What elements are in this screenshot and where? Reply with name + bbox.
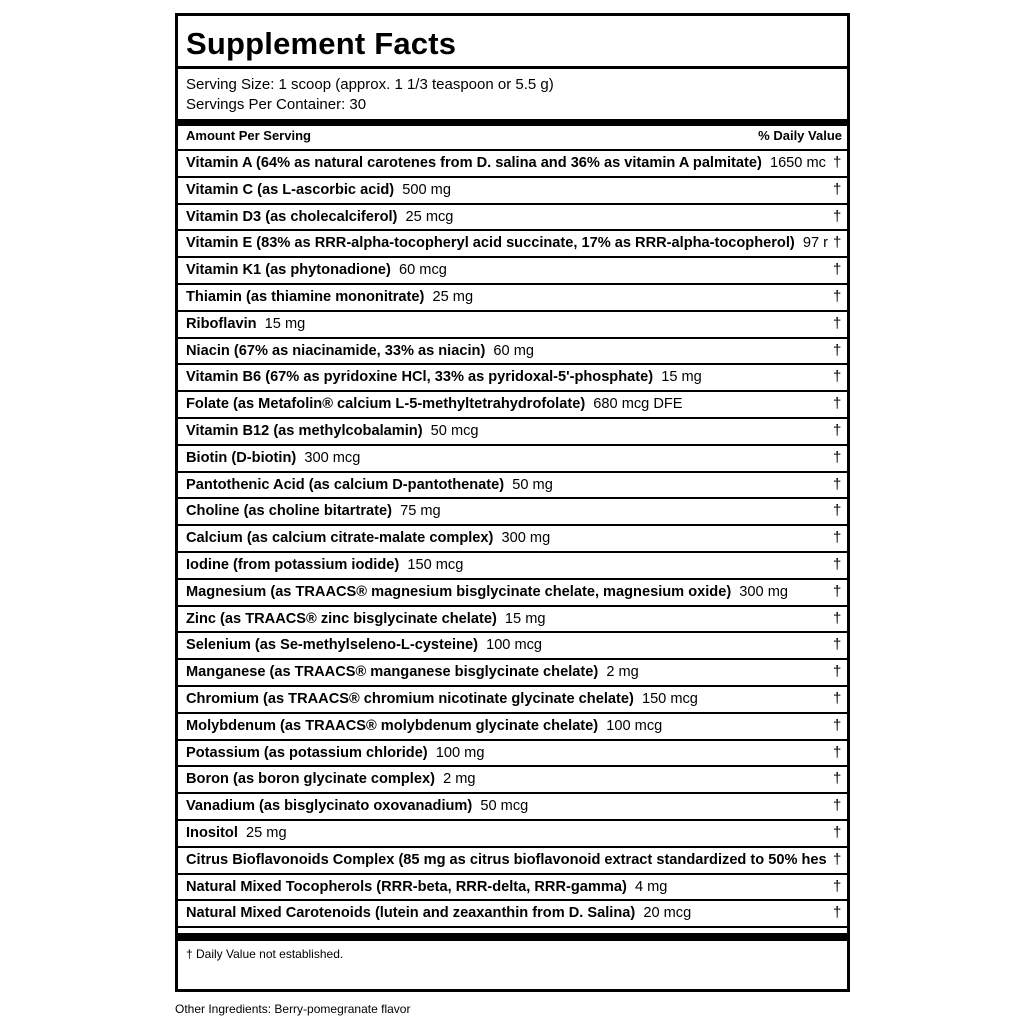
nutrient-amount: 20 mcg bbox=[643, 905, 692, 922]
nutrient-line bbox=[186, 821, 287, 846]
nutrient-line bbox=[186, 607, 545, 632]
nutrient-line bbox=[186, 205, 453, 230]
nutrient-line bbox=[186, 258, 447, 283]
table-row bbox=[178, 739, 847, 766]
nutrient-amount: 75 mg bbox=[400, 503, 441, 520]
nutrient-name: Iodine (from potassium iodide) bbox=[186, 556, 400, 573]
nutrient-line bbox=[186, 365, 702, 390]
table-row bbox=[178, 363, 847, 390]
nutrient-name: Inositol bbox=[186, 824, 238, 841]
daily-value-dagger: † bbox=[833, 475, 842, 493]
title-divider bbox=[178, 66, 847, 69]
nutrient-amount: 15 mg bbox=[264, 315, 306, 332]
table-bottom-line bbox=[178, 926, 847, 928]
nutrient-spacer bbox=[392, 503, 400, 519]
nutrient-line bbox=[186, 285, 473, 310]
table-row bbox=[178, 283, 847, 310]
table-row bbox=[178, 310, 847, 337]
daily-value-dagger: † bbox=[833, 421, 842, 439]
daily-value-dagger: † bbox=[833, 609, 842, 627]
daily-value-dagger: † bbox=[833, 180, 842, 198]
nutrient-name: Selenium (as Se-methylseleno-L-cysteine) bbox=[186, 637, 478, 654]
supplement-facts-panel bbox=[175, 13, 850, 992]
nutrient-spacer bbox=[391, 262, 399, 278]
table-row bbox=[178, 203, 847, 230]
table-row bbox=[178, 792, 847, 819]
nutrient-name: Riboflavin bbox=[186, 315, 257, 332]
nutrient-line bbox=[186, 231, 828, 256]
daily-value-dagger: † bbox=[833, 582, 842, 600]
daily-value-dagger: † bbox=[833, 502, 842, 520]
nutrient-spacer bbox=[424, 289, 432, 305]
nutrient-line bbox=[186, 633, 542, 658]
daily-value-dagger: † bbox=[833, 636, 842, 654]
nutrient-line bbox=[186, 419, 479, 444]
daily-value-header: % Daily Value bbox=[758, 128, 842, 143]
nutrient-name: Vitamin D3 (as cholecalciferol) bbox=[186, 208, 398, 225]
nutrient-name: Boron (as boron glycinate complex) bbox=[186, 771, 435, 788]
daily-value-dagger: † bbox=[833, 341, 842, 359]
nutrient-spacer bbox=[435, 771, 443, 787]
daily-value-dagger: † bbox=[833, 395, 842, 413]
nutrient-amount: 25 mg bbox=[432, 288, 474, 305]
nutrient-name: Vitamin B6 (67% as pyridoxine HCl, 33% as pyridoxal-5'-phosphate) bbox=[186, 369, 654, 386]
nutrient-line bbox=[186, 875, 667, 900]
nutrient-amount: 15 mg bbox=[661, 369, 702, 386]
nutrient-name: Vitamin C (as L-ascorbic acid) bbox=[186, 181, 395, 198]
nutrient-line bbox=[186, 312, 305, 337]
table-row bbox=[178, 685, 847, 712]
nutrient-spacer bbox=[627, 879, 635, 895]
nutrient-name: Vitamin E (83% as RRR-alpha-tocopheryl acid succinate, 17% as RRR-alpha-tocopherol) bbox=[186, 235, 795, 252]
nutrient-spacer bbox=[497, 611, 505, 627]
nutrient-line bbox=[186, 178, 451, 203]
table-row bbox=[178, 417, 847, 444]
nutrient-name: Magnesium (as TRAACS® magnesium bisglycinate chelate, magnesium oxide) bbox=[186, 583, 732, 600]
nutrient-line bbox=[186, 660, 639, 685]
nutrient-amount: 680 mcg DFE bbox=[593, 396, 683, 413]
nutrient-amount: 2 mg bbox=[606, 664, 639, 681]
daily-value-dagger: † bbox=[833, 448, 842, 466]
nutrient-amount: 4 mg bbox=[634, 878, 668, 895]
table-row bbox=[178, 149, 847, 176]
nutrient-amount: 100 mcg bbox=[606, 717, 663, 734]
nutrient-spacer bbox=[493, 530, 501, 546]
daily-value-dagger: † bbox=[833, 154, 842, 171]
serving-size: Serving Size: 1 scoop (approx. 1 1/3 teaspoon or 5.5 g) bbox=[186, 76, 554, 93]
nutrient-amount: 97 r bbox=[802, 235, 829, 252]
panel-title: Supplement Facts bbox=[186, 26, 457, 61]
daily-value-dagger: † bbox=[833, 368, 842, 386]
nutrient-line bbox=[186, 767, 476, 792]
daily-value-dagger: † bbox=[833, 314, 842, 332]
daily-value-dagger: † bbox=[833, 529, 842, 547]
nutrient-line bbox=[186, 526, 550, 551]
daily-value-dagger: † bbox=[833, 663, 842, 681]
nutrient-amount: 60 mcg bbox=[399, 262, 447, 279]
nutrient-spacer bbox=[762, 155, 770, 171]
nutrient-amount: 50 mcg bbox=[430, 422, 479, 439]
nutrient-amount: 100 mcg bbox=[486, 637, 543, 654]
daily-value-dagger: † bbox=[833, 555, 842, 573]
nutrient-amount: 2 mg bbox=[443, 771, 476, 788]
nutrient-line bbox=[186, 339, 534, 364]
nutrient-name: Vanadium (as bisglycinato oxovanadium) bbox=[186, 798, 473, 815]
nutrient-amount: 150 mcg bbox=[407, 556, 464, 573]
daily-value-dagger: † bbox=[833, 877, 842, 895]
nutrient-line bbox=[186, 848, 835, 873]
daily-value-dagger: † bbox=[833, 743, 842, 761]
nutrient-amount: 100 mg bbox=[435, 744, 485, 761]
nutrient-name: Molybdenum (as TRAACS® molybdenum glycinate chelate) bbox=[186, 717, 599, 734]
nutrient-spacer bbox=[653, 369, 661, 385]
table-row bbox=[178, 712, 847, 739]
thick-divider-top bbox=[178, 119, 847, 126]
nutrient-name: Manganese (as TRAACS® manganese bisglycinate chelate) bbox=[186, 664, 599, 681]
table-row bbox=[178, 256, 847, 283]
table-row bbox=[178, 631, 847, 658]
table-row bbox=[178, 578, 847, 605]
nutrient-name: Choline (as choline bitartrate) bbox=[186, 503, 392, 520]
nutrient-name: Pantothenic Acid (as calcium D-pantothenate) bbox=[186, 476, 505, 493]
nutrient-table bbox=[178, 149, 847, 928]
daily-value-dagger: † bbox=[833, 207, 842, 225]
daily-value-footnote: † Daily Value not established. bbox=[186, 947, 344, 961]
nutrient-spacer bbox=[795, 235, 803, 251]
other-ingredients: Other Ingredients: Berry-pomegranate flavor bbox=[175, 1002, 411, 1016]
nutrient-name: Vitamin K1 (as phytonadione) bbox=[186, 262, 391, 279]
nutrient-name: Niacin (67% as niacinamide, 33% as niacin) bbox=[186, 342, 486, 359]
nutrient-amount: 60 mg bbox=[493, 342, 534, 359]
thick-divider-bottom bbox=[178, 933, 847, 941]
nutrient-spacer bbox=[478, 637, 486, 653]
nutrient-name: Natural Mixed Carotenoids (lutein and zeaxanthin from D. Salina) bbox=[186, 905, 636, 922]
table-row bbox=[178, 229, 847, 256]
nutrient-line bbox=[186, 499, 441, 524]
table-row bbox=[178, 444, 847, 471]
daily-value-dagger: † bbox=[833, 287, 842, 305]
table-row bbox=[178, 497, 847, 524]
daily-value-dagger: † bbox=[833, 261, 842, 279]
nutrient-name: Zinc (as TRAACS® zinc bisglycinate chelate) bbox=[186, 610, 497, 627]
nutrient-line bbox=[186, 901, 691, 926]
nutrient-spacer bbox=[397, 209, 405, 225]
nutrient-line bbox=[186, 687, 698, 712]
daily-value-dagger: † bbox=[833, 770, 842, 788]
nutrient-name: Chromium (as TRAACS® chromium nicotinate glycinate chelate) bbox=[186, 690, 634, 707]
daily-value-dagger: † bbox=[833, 689, 842, 707]
table-row bbox=[178, 605, 847, 632]
nutrient-spacer bbox=[423, 423, 431, 439]
nutrient-name: Potassium (as potassium chloride) bbox=[186, 744, 428, 761]
nutrient-amount: 50 mg bbox=[512, 476, 553, 493]
nutrient-amount: 1650 mc bbox=[769, 155, 826, 171]
amount-per-serving-header: Amount Per Serving bbox=[186, 128, 311, 143]
nutrient-line bbox=[186, 151, 826, 176]
nutrient-line bbox=[186, 553, 463, 578]
nutrient-name: Vitamin A (64% as natural carotenes from D. salina and 36% as vitamin A palmitate) bbox=[186, 155, 762, 171]
nutrient-amount: 25 mg bbox=[246, 824, 287, 841]
nutrient-name: Citrus Bioflavonoids Complex (85 mg as citrus bioflavonoid extract standardized to 50% hes bbox=[186, 851, 827, 868]
table-row bbox=[178, 819, 847, 846]
table-row bbox=[178, 524, 847, 551]
daily-value-dagger: † bbox=[833, 850, 842, 868]
nutrient-spacer bbox=[257, 316, 265, 332]
nutrient-line bbox=[186, 446, 360, 471]
table-row bbox=[178, 873, 847, 900]
daily-value-dagger: † bbox=[833, 797, 842, 815]
table-row bbox=[178, 765, 847, 792]
nutrient-line bbox=[186, 741, 484, 766]
nutrient-amount: 15 mg bbox=[504, 610, 546, 627]
nutrient-amount: 300 mg bbox=[501, 530, 551, 547]
nutrient-name: Calcium (as calcium citrate-malate complex) bbox=[186, 530, 494, 547]
nutrient-spacer bbox=[238, 825, 246, 841]
nutrient-line bbox=[186, 392, 683, 417]
daily-value-dagger: † bbox=[833, 904, 842, 922]
daily-value-dagger: † bbox=[833, 234, 842, 252]
table-row bbox=[178, 846, 847, 873]
table-row bbox=[178, 658, 847, 685]
nutrient-name: Vitamin B12 (as methylcobalamin) bbox=[186, 422, 423, 439]
nutrient-name: Folate (as Metafolin® calcium L-5-methyltetrahydrofolate) bbox=[186, 396, 586, 413]
nutrient-name: Thiamin (as thiamine mononitrate) bbox=[186, 288, 425, 305]
table-row bbox=[178, 337, 847, 364]
nutrient-spacer bbox=[634, 691, 642, 707]
table-row bbox=[178, 899, 847, 926]
nutrient-line bbox=[186, 580, 788, 605]
servings-per-container: Servings Per Container: 30 bbox=[186, 96, 367, 113]
nutrient-amount: 50 mcg bbox=[480, 798, 529, 815]
nutrient-line bbox=[186, 794, 528, 819]
table-row bbox=[178, 471, 847, 498]
table-row bbox=[178, 390, 847, 417]
nutrient-line bbox=[186, 473, 553, 498]
daily-value-dagger: † bbox=[833, 823, 842, 841]
nutrient-amount: 500 mg bbox=[402, 181, 451, 198]
nutrient-name: Biotin (D-biotin) bbox=[186, 449, 297, 466]
nutrient-amount: 150 mcg bbox=[641, 690, 698, 707]
table-row bbox=[178, 551, 847, 578]
nutrient-amount: 300 mcg bbox=[304, 449, 361, 466]
nutrient-spacer bbox=[428, 745, 436, 761]
nutrient-name: Natural Mixed Tocopherols (RRR-beta, RRR-delta, RRR-gamma) bbox=[186, 878, 627, 895]
nutrient-amount: 300 mg bbox=[739, 583, 788, 600]
nutrient-amount: 25 mcg bbox=[405, 208, 454, 225]
nutrient-line bbox=[186, 714, 662, 739]
table-row bbox=[178, 176, 847, 203]
daily-value-dagger: † bbox=[833, 716, 842, 734]
